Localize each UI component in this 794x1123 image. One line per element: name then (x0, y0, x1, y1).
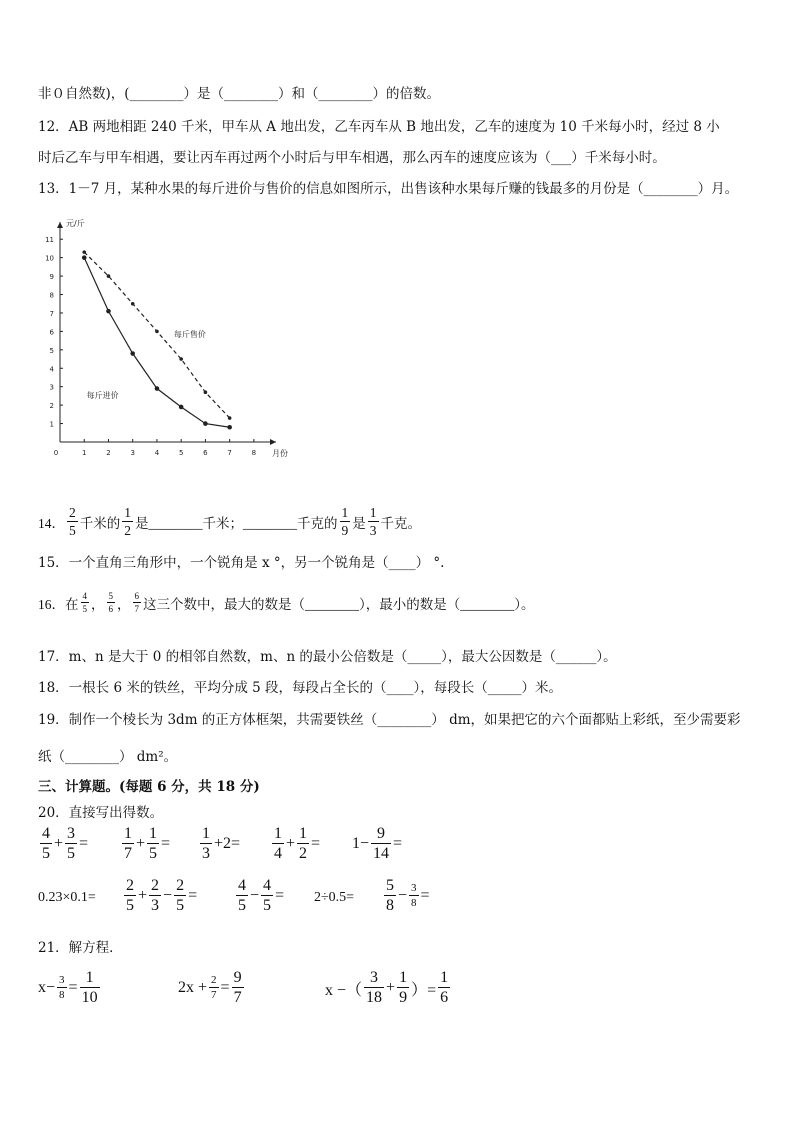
equation-2: 2x + $\frac{2}{7}$ = $\frac{9}{7}$ (178, 969, 242, 1006)
calc-r1-e2: $\frac{1}{7}$ + $\frac{1}{5}$ = (124, 825, 171, 862)
series-1-point (179, 357, 183, 361)
q16-suffix: 这三个数中，最大的数是（________），最小的数是（________）。 (143, 597, 535, 612)
q21-text: 21．解方程． (38, 940, 123, 956)
y-tick-label: 9 (49, 273, 54, 282)
q14-text1: 千米的 (79, 515, 121, 531)
q12-line1: 12．AB 两地相距 240 千米，甲车从 A 地出发，乙车丙车从 B 地出发，乙车的速度为 10 千米每小时，经过 8 小 (38, 119, 720, 135)
q14-number: 14． (38, 515, 65, 531)
y-tick-label: 2 (49, 402, 54, 411)
q16-prefix: 16．在 (38, 597, 79, 612)
y-tick-label: 6 (49, 328, 54, 337)
origin-label: 0 (53, 449, 59, 457)
q11-continuation: 非０自然数)，(________）是（________）和（________）的倍数。 (38, 86, 441, 102)
q14-text3: 是 (352, 515, 366, 531)
equation-1: x− $\frac{3}{8}$ = $\frac{1}{10}$ (38, 969, 98, 1006)
y-tick-label: 7 (49, 309, 54, 318)
calc-r2-e5: $\frac{5}{8}$ − $\frac{3}{8}$ = (386, 877, 430, 914)
q14-text2: 是________千米；________千克的 (135, 515, 338, 531)
q14 (38, 506, 421, 537)
q16 (38, 592, 535, 614)
y-tick-label: 11 (45, 236, 54, 245)
series-label-2: 每斤进价 (86, 390, 119, 400)
x-tick-label: 5 (178, 449, 184, 457)
calc-r2-e2: $\frac{2}{5}$ + $\frac{2}{3}$ − $\frac{2}{5}$ = (126, 877, 198, 914)
y-tick-label: 3 (49, 383, 54, 392)
calc-r1-e3: $\frac{1}{3}$ +2= (202, 825, 241, 862)
q16-frac-2: $\frac{5}{6}$ (108, 591, 113, 614)
calc-r1-e4: $\frac{1}{4}$ + $\frac{1}{2}$ = (274, 825, 321, 862)
q16-sep2: ， (117, 597, 131, 612)
series-label-1: 每斤售价 (173, 329, 206, 339)
series-2-point (227, 425, 232, 430)
y-tick-label: 8 (49, 291, 54, 300)
x-tick-label: 4 (154, 449, 160, 457)
series-2-point (106, 309, 111, 314)
x-tick-label: 6 (203, 449, 208, 457)
series-2-point (155, 386, 160, 391)
section-3-heading: 三、计算题。(每题 6 分，共 18 分) (38, 779, 260, 795)
q15-text: 15．一个直角三角形中，一个锐角是 x °，另一个锐角是（____） °. (38, 555, 445, 571)
calc-r1-e1: $\frac{4}{5}$ + $\frac{3}{5}$ = (42, 825, 89, 862)
x-axis-label: 月份 (272, 449, 288, 458)
calc-r2-e1: 0.23×0.1= (38, 890, 96, 905)
series-1-point (82, 250, 86, 254)
q17-text: 17．m、n 是大于 0 的相邻自然数，m、n 的最小公倍数是（_____），最大公因数是（______）。 (38, 649, 617, 665)
series-2-point (130, 351, 135, 356)
q14-frac-c: $\frac{1}{9}$ (341, 505, 349, 538)
price-chart (38, 212, 298, 462)
series-1-point (155, 330, 159, 334)
q19-line1: 19．制作一个棱长为 3dm 的正方体框架，共需要铁丝（________） dm，如果把它的六个面都贴上彩纸，至少需要彩 (38, 712, 741, 728)
q14-text4: 千克。 (380, 515, 421, 531)
x-tick-label: 1 (82, 449, 87, 457)
q16-frac-1: $\frac{4}{5}$ (82, 591, 87, 614)
y-tick-label: 1 (49, 420, 54, 429)
q16-sep1: ， (91, 597, 105, 612)
series-1-point (228, 416, 232, 420)
series-1-point (204, 390, 208, 394)
x-tick-label: 3 (130, 449, 135, 457)
calc-r2-e4: 2÷0.5= (314, 890, 355, 905)
series-2-point (203, 421, 208, 426)
series-1-point (107, 274, 111, 278)
x-tick-label: 7 (227, 449, 232, 457)
x-axis-arrow (270, 439, 276, 445)
q20-text: 20．直接写出得数。 (38, 805, 164, 821)
q16-frac-3: $\frac{6}{7}$ (134, 591, 139, 614)
q13-text: 13．1－7 月，某种水果的每斤进价与售价的信息如图所示，出售该种水果每斤赚的钱最多的月份是（________）月。 (38, 181, 739, 197)
x-tick-label: 8 (251, 449, 257, 457)
series-2-point (82, 255, 87, 260)
y-tick-label: 4 (49, 365, 54, 374)
q19-line2: 纸（________） dm²。 (38, 749, 178, 765)
calc-r2-e3: $\frac{4}{5}$ − $\frac{4}{5}$ = (238, 877, 285, 914)
x-tick-label: 2 (106, 449, 111, 457)
calc-r1-e5: 1− $\frac{9}{14}$ = (352, 825, 403, 862)
series-line-2 (84, 258, 229, 428)
q14-frac-b: $\frac{1}{2}$ (124, 505, 131, 538)
q14-frac-d: $\frac{1}{3}$ (369, 505, 377, 538)
y-tick-label: 5 (49, 346, 54, 355)
y-axis-label: 元/斤 (66, 219, 85, 228)
y-axis-arrow (57, 222, 63, 228)
series-1-point (131, 302, 135, 306)
y-tick-label: 10 (45, 254, 54, 263)
q12-line2: 时后乙车与甲车相遇，要让丙车再过两个小时后与甲车相遇，那么丙车的速度应该为（___）千米每小时。 (38, 150, 666, 166)
series-2-point (179, 405, 184, 410)
q14-frac-a: $\frac{2}{5}$ (69, 505, 76, 538)
equation-3: x −（ $\frac{3}{18}$ + $\frac{1}{9}$ ）= $\frac{1}{6}$ (325, 969, 449, 1006)
q18-text: 18．一根长 6 米的铁丝，平均分成 5 段，每段占全长的（____），每段长（_____）米。 (38, 680, 563, 696)
